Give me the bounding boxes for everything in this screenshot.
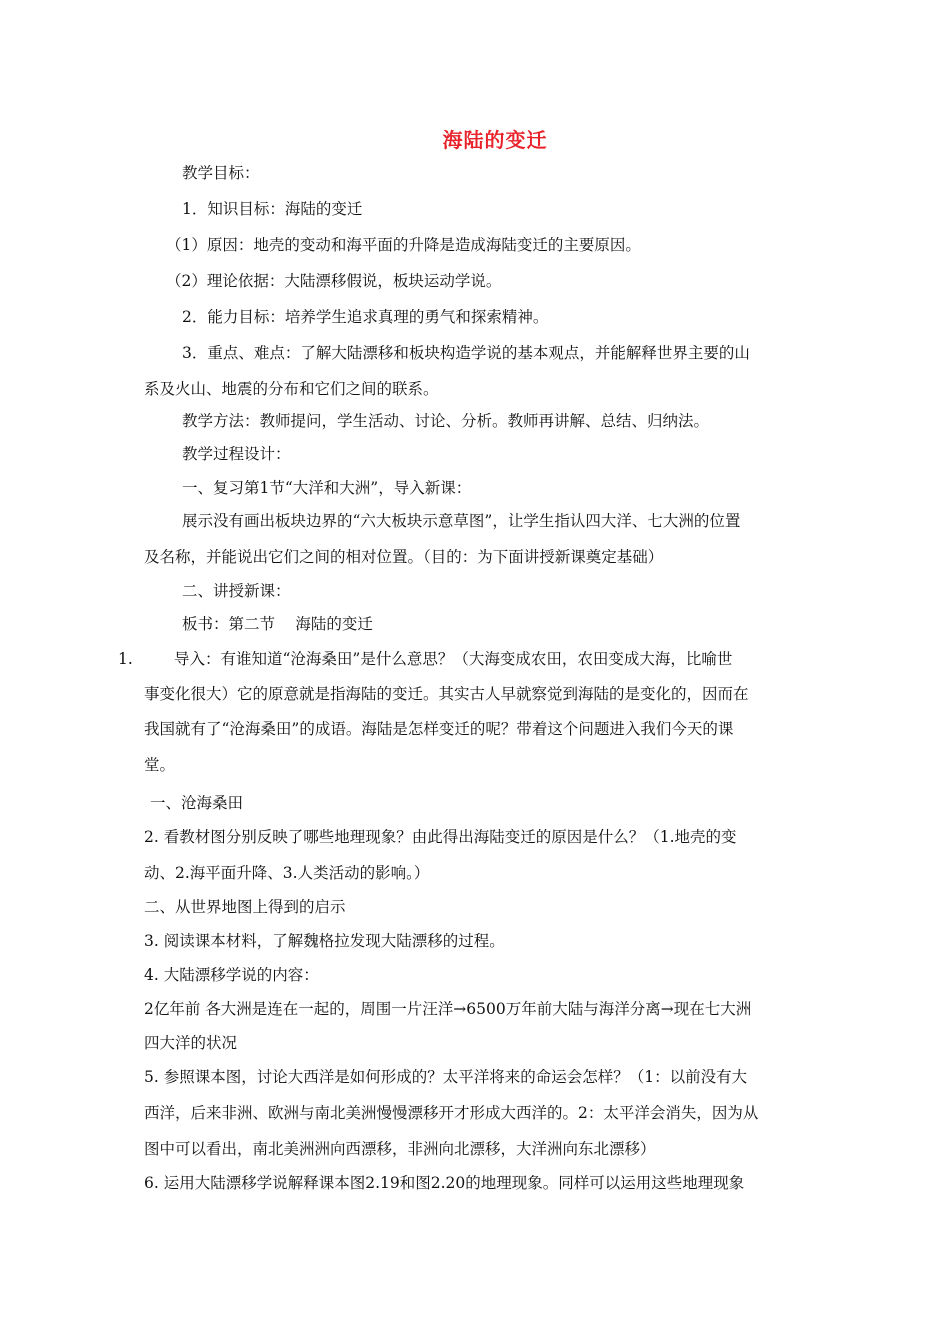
page-title: 海陆的变迁 (442, 128, 548, 152)
text-line: 板书：第二节 海陆的变迁 (182, 615, 373, 633)
text-line: 展示没有画出板块边界的“六大板块示意草图”，让学生指认四大洋、七大洲的位置 (182, 512, 741, 530)
text-line: 教学过程设计： (182, 445, 291, 463)
text-line: 教学目标： (182, 164, 260, 182)
text-line: 2亿年前 各大洲是连在一起的，周围一片汪洋→6500万年前大陆与海洋分离→现在七大洲 (144, 1000, 752, 1018)
text-line: 事变化很大）它的原意就是指海陆的变迁。其实古人早就察觉到海陆的是变化的，因而在 (144, 685, 749, 703)
text-line: 动、2.海平面升降、3.人类活动的影响。） (144, 864, 430, 882)
text-line: 4. 大陆漂移学说的内容： (144, 966, 319, 984)
section-heading: 二、从世界地图上得到的启示 (144, 898, 346, 916)
text-line: 3．重点、难点：了解大陆漂移和板块构造学说的基本观点，并能解释世界主要的山 (182, 344, 750, 362)
text-line: 5. 参照课本图，讨论大西洋是如何形成的？太平洋将来的命运会怎样？（1：以前没有大 (144, 1068, 748, 1086)
text-line: 教学方法：教师提问，学生活动、讨论、分析。教师再讲解、总结、归纳法。 (182, 412, 710, 430)
text-line: 导入：有谁知道“沧海桑田”是什么意思？（大海变成农田，农田变成大海，比喻世 (174, 650, 733, 668)
text-line: 2. 看教材图分别反映了哪些地理现象？由此得出海陆变迁的原因是什么？（1.地壳的变 (144, 828, 737, 846)
text-line: 西洋，后来非洲、欧洲与南北美洲慢慢漂移开才形成大西洋的。2：太平洋会消失，因为从 (144, 1104, 759, 1122)
text-line: 2．能力目标：培养学生追求真理的勇气和探索精神。 (182, 308, 549, 326)
text-line: 系及火山、地震的分布和它们之间的联系。 (144, 380, 439, 398)
text-line: 3. 阅读课本材料，了解魏格拉发现大陆漂移的过程。 (144, 932, 505, 950)
text-line: （2）理论依据：大陆漂移假说，板块运动学说。 (166, 272, 502, 290)
section-heading: 一、沧海桑田 (150, 794, 244, 812)
text-line: 我国就有了“沧海桑田”的成语。海陆是怎样变迁的呢？带着这个问题进入我们今天的课 (144, 720, 734, 738)
text-line: 图中可以看出，南北美洲洲向西漂移，非洲向北漂移，大洋洲向东北漂移） (144, 1140, 656, 1158)
text-line: 一、复习第1节“大洋和大洲”，导入新课： (182, 479, 472, 497)
text-line: 堂。 (144, 756, 176, 774)
list-marker: 1. (118, 650, 133, 668)
text-line: 四大洋的状况 (144, 1034, 238, 1052)
text-line: 二、讲授新课： (182, 582, 291, 600)
text-line: 1．知识目标：海陆的变迁 (182, 200, 363, 218)
text-line: 及名称，并能说出它们之间的相对位置。（目的：为下面讲授新课奠定基础） (144, 548, 664, 566)
text-line: 6. 运用大陆漂移学说解释课本图2.19和图2.20的地理现象。同样可以运用这些地理现象 (144, 1174, 745, 1192)
text-line: （1）原因：地壳的变动和海平面的升降是造成海陆变迁的主要原因。 (166, 236, 641, 254)
